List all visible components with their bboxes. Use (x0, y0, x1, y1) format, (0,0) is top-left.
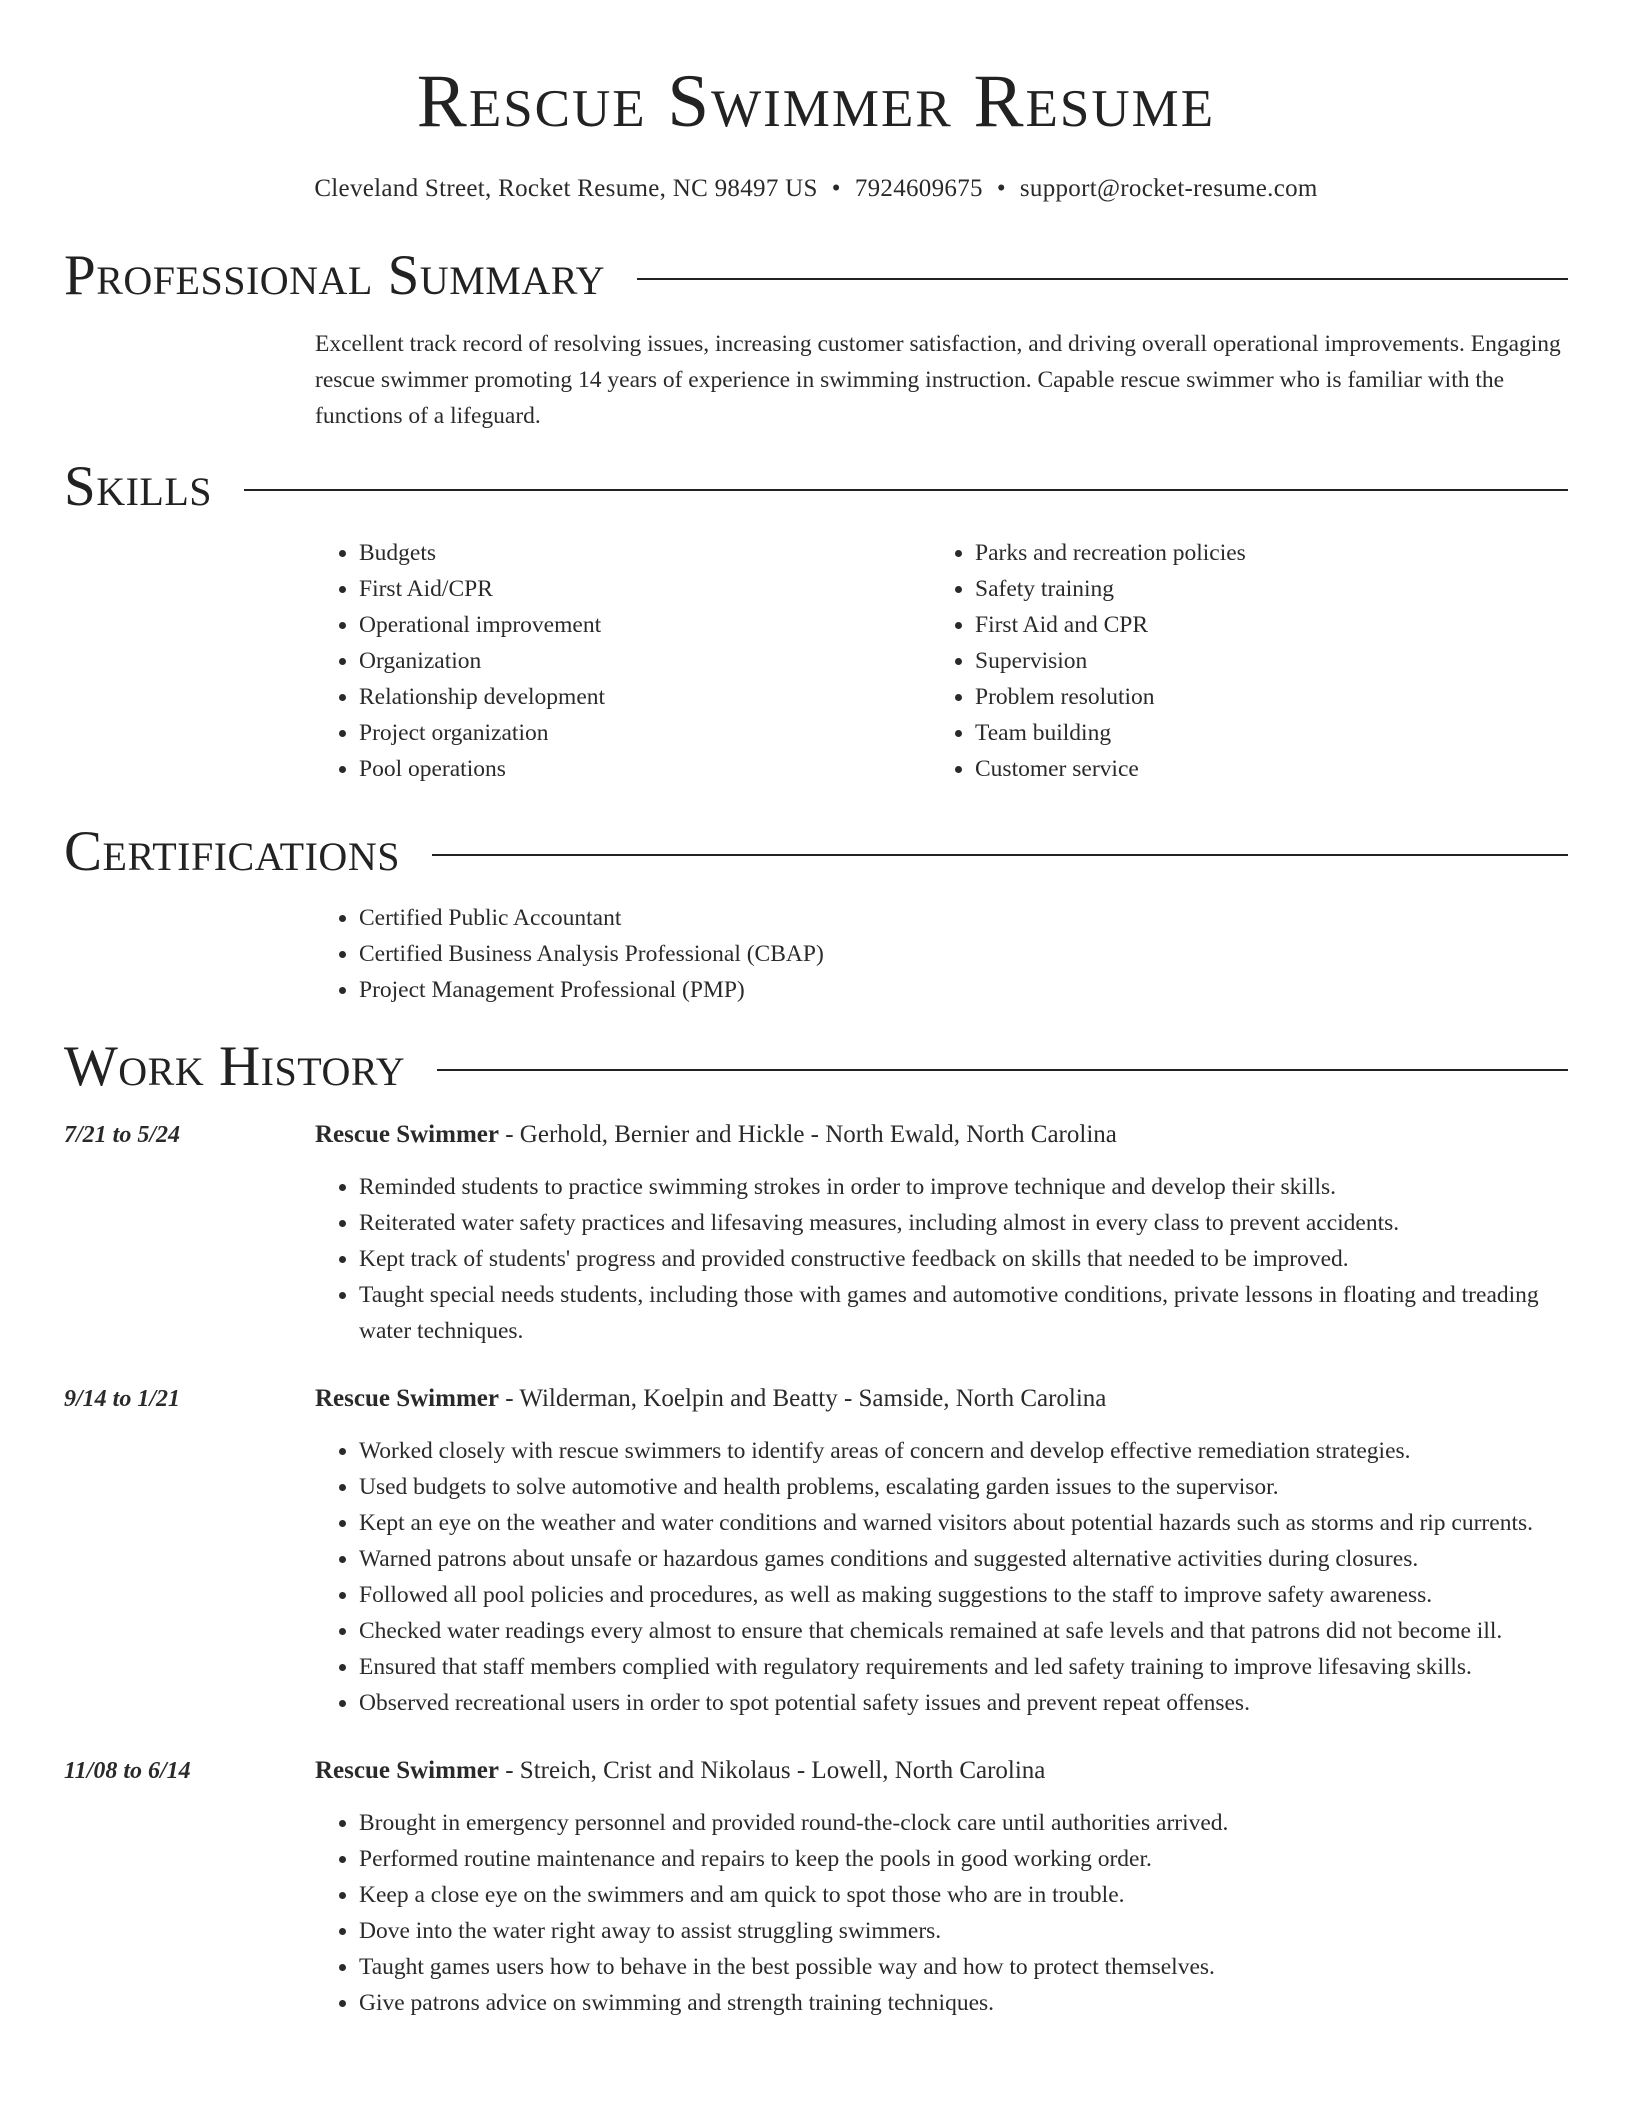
skill-item: • Operational improvement (359, 607, 931, 643)
job-employer: - Streich, Crist and Nikolaus - Lowell, North Carolina (498, 1757, 1046, 1784)
job-entry (64, 1381, 1568, 1721)
job-duty: • Kept an eye on the weather and water conditions and warned visitors about potential hazards such as storms and rip currents. (359, 1505, 1568, 1541)
work-heading: Work History (64, 1035, 406, 1098)
job-header (315, 1753, 1568, 1789)
job-duty: • Reminded students to practice swimming strokes in order to improve technique and develop their skills. (359, 1169, 1568, 1205)
skills-column-right (931, 535, 1547, 787)
job-body (315, 1117, 1568, 1349)
skill-item: • Organization (359, 643, 931, 679)
job-entry (64, 1753, 1568, 2021)
skill-item: • Customer service (975, 751, 1547, 787)
job-duty: • Checked water readings every almost to ensure that chemicals remained at safe levels and that patrons did not become ill. (359, 1613, 1568, 1649)
skills-section-header (64, 455, 1568, 518)
job-dates: 9/14 to 1/21 (64, 1386, 181, 1412)
skill-item: • First Aid/CPR (359, 571, 931, 607)
job-body (315, 1381, 1568, 1721)
job-entry (64, 1117, 1568, 1349)
skill-item: • Relationship development (359, 679, 931, 715)
section-divider (637, 278, 1568, 280)
job-body (315, 1753, 1568, 2021)
job-duty: • Dove into the water right away to assist struggling swimmers. (359, 1913, 1568, 1949)
certifications-section-header (64, 820, 1568, 883)
job-duty: • Followed all pool policies and procedures, as well as making suggestions to the staff to improve safety awareness. (359, 1577, 1568, 1613)
section-divider (244, 489, 1568, 491)
job-title: Rescue Swimmer (315, 1385, 499, 1412)
job-dates: 7/21 to 5/24 (64, 1122, 181, 1148)
skill-item: • Problem resolution (975, 679, 1547, 715)
certification-item: • Certified Public Accountant (359, 900, 1568, 936)
certifications-heading: Certifications (64, 820, 400, 883)
skill-item: • Parks and recreation policies (975, 535, 1547, 571)
contact-email: support@rocket-resume.com (1019, 175, 1318, 202)
job-duties (315, 1433, 1568, 1721)
job-title: Rescue Swimmer (315, 1757, 499, 1784)
skill-item: • Pool operations (359, 751, 931, 787)
skills-heading: Skills (64, 455, 213, 518)
job-duty: • Brought in emergency personnel and provided round-the-clock care until authorities arrived. (359, 1805, 1568, 1841)
skill-item: • Project organization (359, 715, 931, 751)
summary-text: Excellent track record of resolving issues, increasing customer satisfaction, and driving overall operational improvements. Engaging rescue swimmer promoting 14 years of experience in swimming instruction. Capable rescue swimmer who is familiar with the functions of a lifeguard. (315, 331, 1561, 429)
job-duty: • Keep a close eye on the swimmers and am quick to spot those who are in trouble. (359, 1877, 1568, 1913)
job-duty: • Taught games users how to behave in the best possible way and how to protect themselves. (359, 1949, 1568, 1985)
job-duty: • Taught special needs students, including those with games and automotive conditions, private lessons in floating and treading water techniques. (359, 1277, 1568, 1349)
job-duty: • Warned patrons about unsafe or hazardous games conditions and suggested alternative activities during closures. (359, 1541, 1568, 1577)
summary-heading: Professional Summary (64, 244, 606, 307)
job-duty: • Kept track of students' progress and provided constructive feedback on skills that needed to be improved. (359, 1241, 1568, 1277)
skills-column-left (315, 535, 931, 787)
job-dates: 11/08 to 6/14 (64, 1758, 191, 1784)
job-duty: • Worked closely with rescue swimmers to identify areas of concern and develop effective remediation strategies. (359, 1433, 1568, 1469)
section-divider (432, 854, 1568, 856)
contact-address: Cleveland Street, Rocket Resume, NC 98497 US (314, 175, 818, 202)
skill-item: • Budgets (359, 535, 931, 571)
skill-item: • Supervision (975, 643, 1547, 679)
skill-item: • First Aid and CPR (975, 607, 1547, 643)
job-duty: • Observed recreational users in order to spot potential safety issues and prevent repeat offenses. (359, 1685, 1568, 1721)
job-duty: • Used budgets to solve automotive and health problems, escalating garden issues to the supervisor. (359, 1469, 1568, 1505)
section-divider (437, 1069, 1568, 1071)
job-duties (315, 1805, 1568, 2021)
skill-item: • Safety training (975, 571, 1547, 607)
certifications-list (315, 900, 1568, 1008)
contact-separator: • (996, 175, 1006, 202)
resume-title: Rescue Swimmer Resume (416, 60, 1216, 143)
job-duties (315, 1169, 1568, 1349)
certification-item: • Project Management Professional (PMP) (359, 972, 1568, 1008)
job-duty: • Performed routine maintenance and repairs to keep the pools in good working order. (359, 1841, 1568, 1877)
job-duty: • Reiterated water safety practices and lifesaving measures, including almost in every class to prevent accidents. (359, 1205, 1568, 1241)
job-employer: - Gerhold, Bernier and Hickle - North Ewald, North Carolina (498, 1121, 1117, 1148)
job-duty: • Ensured that staff members complied with regulatory requirements and led safety training to improve lifesaving skills. (359, 1649, 1568, 1685)
job-title: Rescue Swimmer (315, 1121, 499, 1148)
work-section-header (64, 1035, 1568, 1098)
summary-section-header (64, 244, 1568, 307)
contact-phone: 7924609675 (854, 175, 983, 202)
certification-item: • Certified Business Analysis Professional (CBAP) (359, 936, 1568, 972)
skill-item: • Team building (975, 715, 1547, 751)
job-header (315, 1381, 1568, 1417)
contact-separator: • (831, 175, 841, 202)
job-employer: - Wilderman, Koelpin and Beatty - Samside, North Carolina (498, 1385, 1107, 1412)
skills-list (315, 535, 1568, 787)
job-duty: • Give patrons advice on swimming and strength training techniques. (359, 1985, 1568, 2021)
contact-line (64, 175, 1568, 203)
job-header (315, 1117, 1568, 1153)
